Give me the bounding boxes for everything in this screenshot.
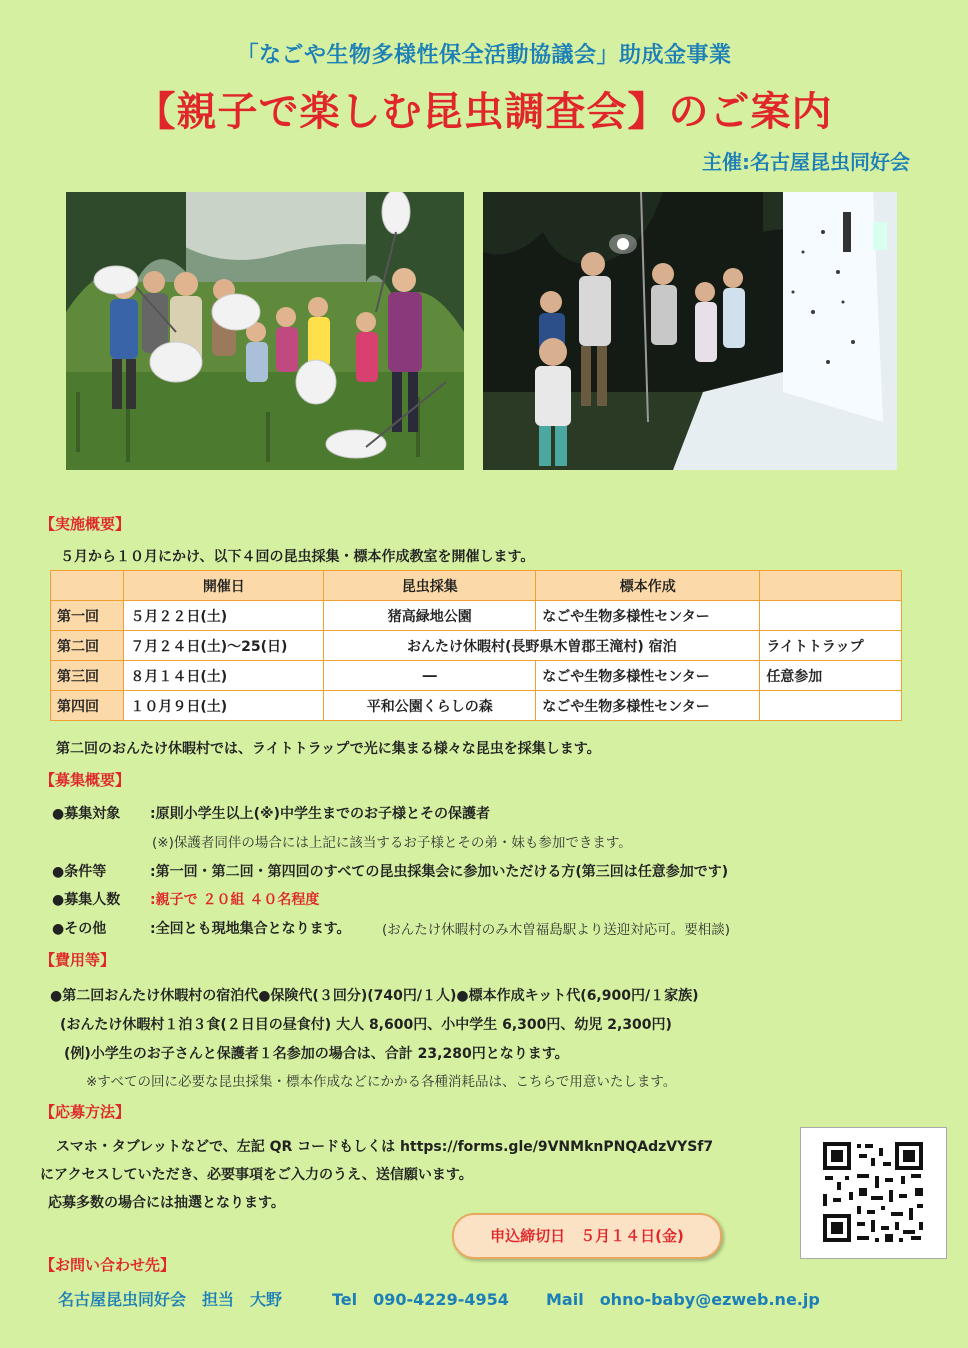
qr-code-icon — [801, 1128, 946, 1258]
table-header: 開催日 — [124, 571, 324, 601]
table-cell-note — [760, 601, 902, 631]
cost-line-2: (おんたけ休暇村１泊３食(２日目の昼食付) 大人 8,600円、小中学生 6,300円、幼児 2,300円) — [60, 1017, 672, 1033]
recruit-target-value: :原則小学生以上(※)中学生までのお子様とその保護者 — [150, 806, 491, 822]
overview-heading: 【実施概要】 — [40, 515, 131, 533]
organizer: 主催:名古屋昆虫同好会 — [702, 150, 910, 174]
contact-heading: 【お問い合わせ先】 — [40, 1256, 176, 1274]
subtitle: 「なごや生物多様性保全活動協議会」助成金事業 — [236, 43, 732, 68]
table-cell-collect: ― — [324, 661, 536, 691]
apply-line-2: にアクセスしていただき、必要事項をご入力のうえ、送信願います。 — [40, 1167, 473, 1183]
table-cell-specimen: なごや生物多様性センター — [536, 661, 760, 691]
table-cell-date: ７月２４日(土)～25(日) — [124, 631, 324, 661]
photo-night-lighttrap — [483, 192, 897, 470]
cost-heading: 【費用等】 — [40, 951, 116, 969]
table-cell-date: ８月１４日(土) — [124, 661, 324, 691]
recruit-count-label: ●募集人数 — [52, 892, 121, 908]
cost-line-4: ※すべての回に必要な昆虫採集・標本作成などにかかる各種消耗品は、こちらで用意いたします。 — [86, 1074, 677, 1090]
table-cell-collect: 平和公園くらしの森 — [324, 691, 536, 721]
table-cell-specimen: なごや生物多様性センター — [536, 691, 760, 721]
recruit-target-note: (※)保護者同伴の場合には上記に該当するお子様とその弟・妹も参加できます。 — [152, 835, 632, 851]
recruit-condition-value: :第一回・第二回・第四回のすべての昆虫採集会に参加いただける方(第三回は任意参加です) — [150, 864, 729, 880]
contact-mail[interactable]: Mail ohno-baby@ezweb.ne.jp — [546, 1290, 820, 1309]
recruit-condition-label: ●条件等 — [52, 864, 107, 880]
cost-line-3: (例)小学生のお子さんと保護者１名参加の場合は、合計 23,280円となります。 — [64, 1046, 569, 1062]
table-row — [51, 661, 902, 691]
table-header: 標本作成 — [536, 571, 760, 601]
table-cell-note — [760, 691, 902, 721]
recruit-heading: 【募集概要】 — [40, 771, 131, 789]
table-cell-note: 任意参加 — [760, 661, 902, 691]
table-cell-round: 第一回 — [51, 601, 124, 631]
recruit-other-note: (おんたけ休暇村のみ木曽福島駅より送迎対応可。要相談) — [382, 922, 731, 938]
page-title: 【親子で楽しむ昆虫調査会】のご案内 — [135, 89, 833, 135]
overview-after-note: 第二回のおんたけ休暇村では、ライトトラップで光に集まる様々な昆虫を採集します。 — [56, 741, 601, 757]
table-header — [51, 571, 124, 601]
table-cell-note: ライトトラップ — [760, 631, 902, 661]
table-row — [51, 601, 902, 631]
schedule-table — [50, 570, 902, 721]
contact-tel[interactable]: Tel 090-4229-4954 — [332, 1290, 509, 1309]
table-header: 昆虫採集 — [324, 571, 536, 601]
cost-line-1: ●第二回おんたけ休暇村の宿泊代●保険代(３回分)(740円/１人)●標本作成キット代(6,900円/１家族) — [50, 988, 699, 1004]
table-cell-round: 第四回 — [51, 691, 124, 721]
photo-daytime-field — [66, 192, 464, 470]
table-header — [760, 571, 902, 601]
deadline-badge: 申込締切日 ５月１４日(金) — [452, 1213, 722, 1259]
qr-code[interactable] — [800, 1127, 947, 1259]
overview-intro: ５月から１０月にかけ、以下４回の昆虫採集・標本作成教室を開催します。 — [60, 549, 535, 565]
recruit-count-value: :親子で ２０組 ４０名程度 — [150, 892, 320, 908]
apply-line-1: スマホ・タブレットなどで、左記 QR コードもしくは https://forms.gle/9VNMknPNQAdzVYSf7 — [56, 1139, 714, 1155]
table-cell-specimen: なごや生物多様性センター — [536, 601, 760, 631]
table-cell-collect: おんたけ休暇村(長野県木曽郡王滝村) 宿泊 — [324, 631, 760, 661]
table-cell-date: ５月２２日(土) — [124, 601, 324, 631]
recruit-other-value: :全回とも現地集合となります。 — [150, 921, 351, 937]
table-row — [51, 691, 902, 721]
table-row — [51, 631, 902, 661]
table-cell-date: １０月９日(土) — [124, 691, 324, 721]
apply-heading: 【応募方法】 — [40, 1103, 131, 1121]
contact-org: 名古屋昆虫同好会 担当 大野 — [58, 1290, 283, 1309]
table-cell-round: 第二回 — [51, 631, 124, 661]
table-header-row — [51, 571, 902, 601]
apply-line-3: 応募多数の場合には抽選となります。 — [48, 1195, 285, 1211]
table-cell-round: 第三回 — [51, 661, 124, 691]
table-cell-collect: 猪高緑地公園 — [324, 601, 536, 631]
recruit-other-label: ●その他 — [52, 921, 107, 937]
recruit-target-label: ●募集対象 — [52, 806, 121, 822]
